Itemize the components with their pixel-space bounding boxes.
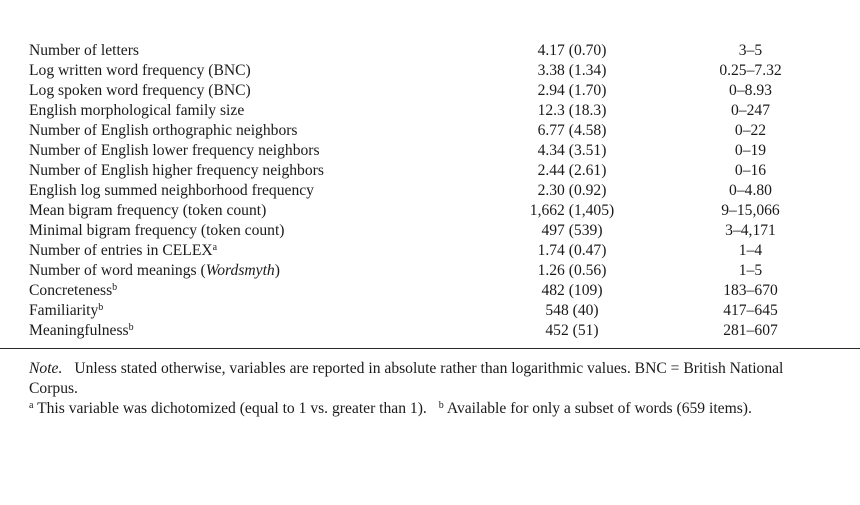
row-mean-sd: 1,662 (1,405): [529, 202, 615, 219]
table-row: [29, 141, 841, 161]
row-range: 3–5: [738, 42, 763, 59]
row-mean-sd: 4.17 (0.70): [537, 42, 607, 59]
row-mean-sd: 2.44 (2.61): [537, 162, 607, 179]
row-label: Number of English higher frequency neighbors: [29, 162, 324, 179]
table-body: [29, 41, 841, 341]
row-label: Familiarity$^b$: [29, 302, 104, 319]
table-row: [29, 321, 841, 341]
row-label: Number of English orthographic neighbors: [29, 122, 298, 139]
data-table: [29, 41, 841, 341]
table-row: [29, 221, 841, 241]
row-range: 0–19: [734, 142, 767, 159]
row-label: Number of letters: [29, 42, 139, 59]
row-range: 183–670: [723, 282, 778, 299]
table-bottom-rule: [0, 348, 860, 349]
row-range: 0.25–7.32: [719, 62, 782, 79]
row-range: 417–645: [723, 302, 778, 319]
row-mean-sd: 6.77 (4.58): [537, 122, 607, 139]
row-label: Number of entries in CELEX$^a$: [29, 242, 218, 259]
row-label: Mean bigram frequency (token count): [29, 202, 267, 219]
row-label: Meaningfulness$^b$: [29, 322, 134, 339]
row-mean-sd: 482 (109): [541, 282, 603, 299]
row-mean-sd: 452 (51): [545, 322, 599, 339]
row-label: English morphological family size: [29, 102, 245, 119]
row-label: Log spoken word frequency (BNC): [29, 82, 251, 99]
footnote-marker: b: [112, 282, 118, 293]
row-range: 281–607: [723, 322, 778, 339]
row-mean-sd: 548 (40): [545, 302, 599, 319]
note-text: Unless stated otherwise, variables are reported in absolute rather than logarithmic values. BNC = British National Corpus.: [29, 360, 784, 397]
row-label: Number of English lower frequency neighbors: [29, 142, 320, 159]
note-label: Note.: [29, 360, 63, 377]
row-mean-sd: 2.30 (0.92): [537, 182, 607, 199]
row-range: 0–16: [734, 162, 767, 179]
row-label: Number of word meanings (Wordsmyth): [29, 262, 280, 279]
row-mean-sd: 2.94 (1.70): [537, 82, 607, 99]
footnote-marker: b: [98, 302, 104, 313]
row-label: Log written word frequency (BNC): [29, 62, 251, 79]
row-range: 1–4: [738, 242, 763, 259]
footnote-a-marker: a: [29, 400, 34, 411]
row-label: English log summed neighborhood frequency: [29, 182, 314, 199]
footnote-marker: b: [128, 322, 134, 333]
table-row: [29, 41, 841, 61]
table-row: [29, 181, 841, 201]
row-range: 9–15,066: [721, 202, 780, 219]
row-label: Minimal bigram frequency (token count): [29, 222, 285, 239]
row-mean-sd: 4.34 (3.51): [537, 142, 607, 159]
footnotes-paragraph: [29, 399, 834, 419]
row-label: Concreteness$^b$: [29, 282, 118, 299]
row-mean-sd: 3.38 (1.34): [537, 62, 607, 79]
table-row: [29, 201, 841, 221]
table-row: [29, 241, 841, 261]
row-mean-sd: 497 (539): [541, 222, 603, 239]
table-row: [29, 301, 841, 321]
footnote-a-text: This variable was dichotomized (equal to 1 vs. greater than 1).: [37, 400, 427, 417]
row-mean-sd: 12.3 (18.3): [537, 102, 607, 119]
table-notes: [29, 359, 834, 419]
table-row: [29, 161, 841, 181]
row-range: 0–4.80: [729, 182, 772, 199]
row-range: 3–4,171: [725, 222, 776, 239]
row-range: 0–22: [734, 122, 767, 139]
row-range: 0–8.93: [729, 82, 772, 99]
row-mean-sd: 1.74 (0.47): [537, 242, 607, 259]
table-row: [29, 281, 841, 301]
table-row: [29, 81, 841, 101]
row-mean-sd: 1.26 (0.56): [537, 262, 607, 279]
table-row: [29, 261, 841, 281]
row-range: 1–5: [738, 262, 763, 279]
row-range: 0–247: [731, 102, 770, 119]
stimulus-properties-table: [29, 41, 841, 341]
footnote-marker: a: [212, 242, 218, 253]
footnote-b-text: Available for only a subset of words (659 items).: [446, 400, 752, 417]
table-row: [29, 61, 841, 81]
table-row: [29, 101, 841, 121]
table-row: [29, 121, 841, 141]
footnote-b-marker: b: [438, 400, 444, 411]
note-paragraph: [29, 359, 834, 399]
